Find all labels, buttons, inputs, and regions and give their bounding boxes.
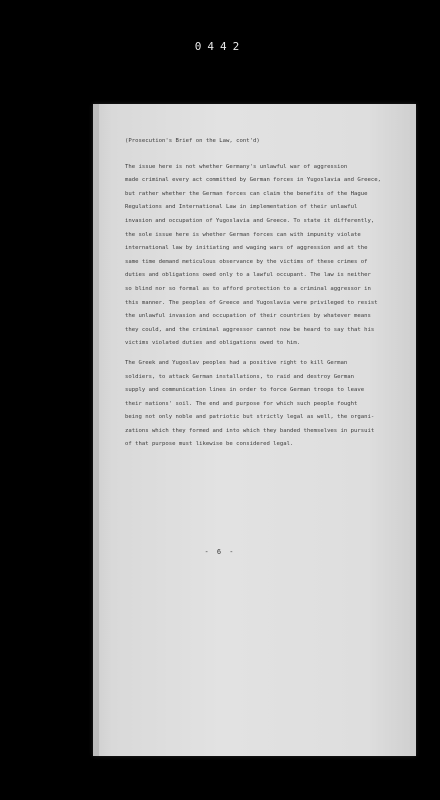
page-number: - 6 -: [204, 548, 236, 556]
text-line: made criminal every act committed by German forces in Yugoslavia and Greece,: [125, 177, 381, 184]
text-line: supply and communication lines in order to force German troops to leave: [125, 387, 365, 394]
text-line: duties and obligations owed only to a lawful occupant. The law is neither: [125, 272, 371, 279]
text-line: victims violated duties and obligations owed to him.: [125, 340, 301, 347]
paragraph-2: [125, 357, 393, 452]
page-edge-strip: [93, 104, 99, 756]
text-line: international law by initiating and waging wars of aggression and at the: [125, 245, 368, 252]
text-line: invasion and occupation of Yugoslavia and Greece. To state it differently,: [125, 217, 375, 224]
document-heading: (Prosecution's Brief on the Law, cont'd): [125, 138, 260, 144]
text-line: of that purpose must likewise be considered legal.: [125, 441, 294, 448]
text-line: zations which they formed and into which they banded themselves in pursuit: [125, 427, 375, 434]
text-line: the sole issue here is whether German forces can with impunity violate: [125, 231, 361, 238]
text-line: The Greek and Yugoslav peoples had a positive right to kill German: [125, 359, 348, 366]
paragraph-1: [125, 161, 393, 351]
text-line: being not only noble and patriotic but strictly legal as well, the organi-: [125, 414, 375, 421]
text-line: they could, and the criminal aggressor cannot now be heard to say that his: [125, 326, 375, 333]
text-line: Regulations and International Law in implementation of their unlawful: [125, 204, 358, 211]
text-line: The issue here is not whether Germany's unlawful war of aggression: [125, 163, 348, 170]
text-line: same time demand meticulous observance by the victims of these crimes of: [125, 258, 368, 265]
text-line: soldiers, to attack German installations, to raid and destroy German: [125, 373, 355, 380]
microfilm-frame-number: 0442: [194, 40, 246, 53]
text-line: their nations' soil. The end and purpose for which such people fought: [125, 400, 358, 407]
text-line: so blind nor so formal as to afford protection to a criminal aggressor in: [125, 285, 371, 292]
document-body: [125, 135, 393, 458]
text-line: the unlawful invasion and occupation of their countries by whatever means: [125, 313, 371, 320]
text-line: but rather whether the German forces can claim the benefits of the Hague: [125, 190, 368, 197]
text-line: this manner. The peoples of Greece and Yugoslavia were privileged to resist: [125, 299, 378, 306]
